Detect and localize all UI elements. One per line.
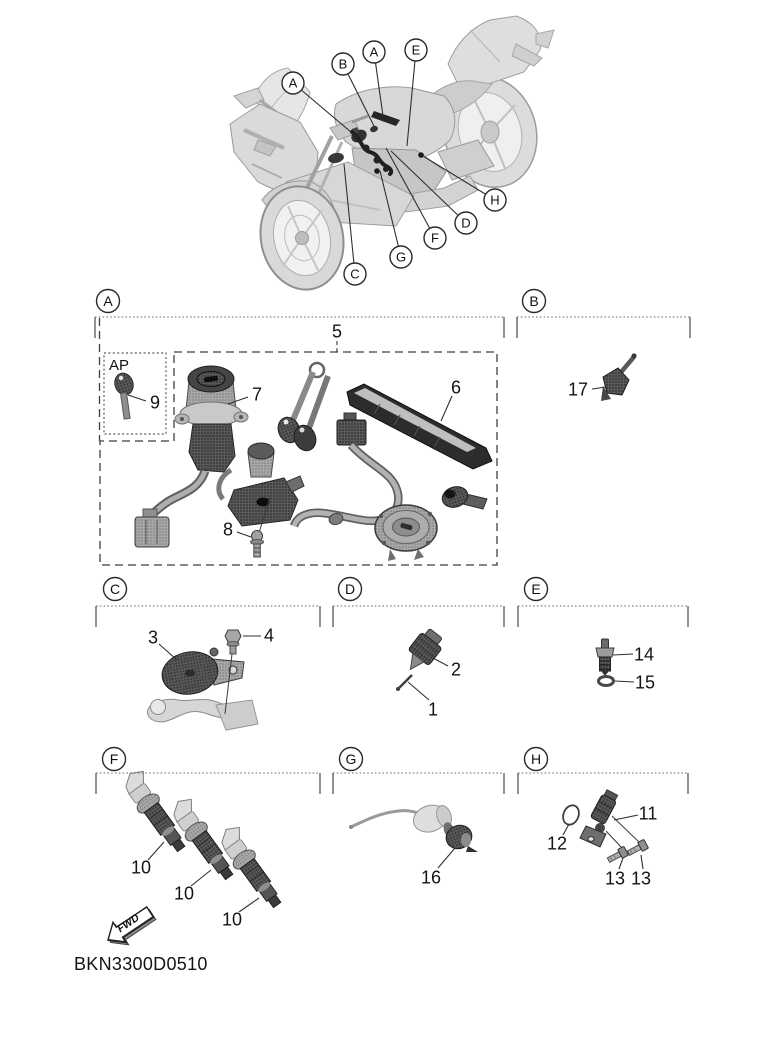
section-letter: B (529, 293, 539, 310)
part-label-13-19 (631, 855, 651, 888)
callout-letter: D (461, 215, 471, 231)
part-label-10-12 (131, 842, 164, 877)
part-number: 2 (450, 659, 462, 680)
keys-art (274, 363, 328, 454)
part-label-1-9 (408, 682, 438, 719)
part-number: 13 (604, 868, 626, 889)
part-number: 16 (420, 867, 442, 888)
part-11-sensor-art (560, 789, 648, 865)
callout-letter: H (490, 192, 500, 208)
part-3-horn-art (148, 630, 258, 730)
part-label-12-17 (547, 824, 569, 853)
section-label-A (95, 290, 504, 342)
part-10-ignition-coils-art (118, 766, 290, 912)
section-label-G (333, 748, 504, 795)
part-label-14-10 (613, 644, 654, 664)
ap-label: AP (109, 357, 130, 374)
fuel-cap-lock-art (375, 505, 437, 561)
part-number: 11 (638, 803, 658, 824)
section-letter: A (103, 293, 113, 310)
part-number: 10 (130, 857, 152, 878)
part-label-10-13 (174, 870, 211, 903)
part-label-10-14 (222, 898, 259, 929)
seat-lock-art (440, 483, 487, 510)
section-letter: G (345, 751, 357, 768)
part-12-oring-art (560, 803, 581, 827)
part-label-9-1 (128, 392, 160, 412)
part-label-3-6 (148, 627, 177, 660)
section-a-parts-art (100, 318, 498, 565)
callout-letter: A (369, 44, 379, 60)
callout-letter: E (411, 42, 421, 58)
section-label-H (518, 748, 688, 795)
part-label-2-8 (433, 658, 461, 679)
section-letter: F (109, 751, 119, 768)
section-letter: H (530, 751, 542, 768)
part-number: 1 (427, 699, 439, 720)
section-letter: D (344, 581, 356, 598)
part-label-16-15 (421, 848, 455, 887)
part-number: 4 (263, 625, 275, 646)
part-number: 10 (221, 909, 243, 930)
part-number: 12 (546, 833, 568, 854)
callout-letter: C (350, 266, 360, 282)
part-number: 8 (222, 519, 234, 540)
part-label-5-0 (332, 321, 342, 352)
part-number: 5 (331, 321, 343, 342)
part-16-sensor-art (349, 800, 478, 852)
part-number: 17 (567, 379, 589, 400)
section-label-C (96, 578, 320, 628)
part-label-4-7 (243, 625, 274, 645)
part-number: 13 (630, 868, 652, 889)
part-number: 14 (633, 644, 655, 665)
callout-letter: B (338, 56, 348, 72)
part-2-sensor-art (396, 626, 447, 691)
callout-letter: A (288, 75, 298, 91)
part-label-6-3 (441, 377, 461, 421)
part-4-bolt-art (225, 630, 241, 654)
fwd-label: FWD (115, 911, 142, 936)
section-label-E (518, 578, 688, 628)
part-number: 9 (149, 392, 161, 413)
section-letter: E (531, 581, 541, 598)
part-number: 6 (450, 377, 462, 398)
part-label-13-18 (605, 858, 625, 888)
part-number: 15 (634, 672, 656, 693)
fwd-arrow (108, 907, 156, 945)
section-label-D (333, 578, 504, 628)
part-15-oring-art (599, 677, 614, 686)
part-label-17-5 (568, 379, 606, 399)
section-label-B (517, 290, 690, 339)
callout-letter: G (395, 249, 407, 265)
part-9-key-art (112, 371, 136, 419)
callout-letter: F (431, 230, 439, 246)
part-number: 10 (173, 883, 195, 904)
section-letter: C (109, 581, 121, 598)
part-number: 3 (147, 627, 159, 648)
part-label-15-11 (615, 672, 655, 692)
part-number: 7 (251, 384, 263, 405)
drawing-code-label: BKN3300D0510 (74, 954, 208, 974)
part-17-sensor-art (601, 353, 637, 401)
part-14-sensor-art (596, 639, 614, 686)
part-label-11-16 (614, 803, 657, 823)
